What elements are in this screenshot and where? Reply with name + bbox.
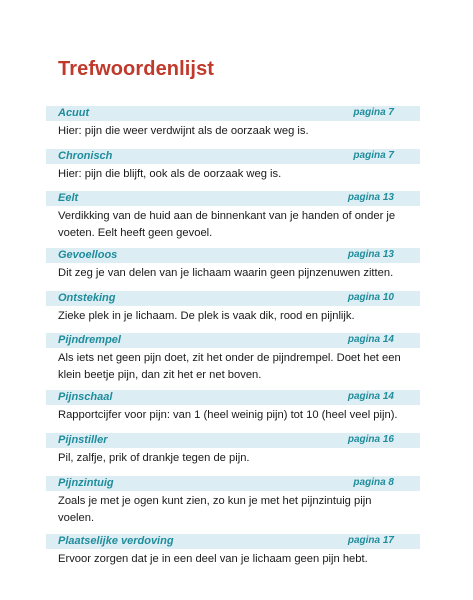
entry-definition: Hier: pijn die blijft, ook als de oorzaak weg is. (58, 168, 282, 180)
entry-header-bar (46, 333, 420, 348)
entry-term: Ontsteking (58, 292, 116, 304)
entry-term: Pijnstiller (58, 434, 108, 446)
glossary-entry (46, 149, 420, 183)
entry-header-bar (46, 149, 420, 164)
glossary-entry (46, 390, 420, 424)
glossary-entry (46, 534, 420, 568)
entry-definition: Zieke plek in je lichaam. De plek is vaak dik, rood en pijnlijk. (58, 310, 355, 322)
glossary-entry (46, 106, 420, 140)
entry-term: Pijndrempel (58, 334, 121, 346)
entry-header-bar (46, 433, 420, 448)
entry-definition: Pil, zalfje, prik of drankje tegen de pijn. (58, 452, 250, 464)
page-title: Trefwoordenlijst (58, 58, 215, 80)
glossary-entry (46, 248, 420, 282)
entry-term: Plaatselijke verdoving (58, 535, 174, 547)
entry-term: Chronisch (58, 150, 113, 162)
entry-header-bar (46, 248, 420, 263)
entry-page-ref: pagina 17 (347, 535, 394, 546)
entry-header-bar (46, 476, 420, 491)
entry-page-ref: pagina 13 (347, 192, 394, 203)
entry-header-bar (46, 106, 420, 121)
entry-definition: Als iets net geen pijn doet, zit het onder de pijndrempel. Doet het een klein beetje pijn, dan zit het er net boven. (58, 352, 401, 381)
entry-definition: Rapportcijfer voor pijn: van 1 (heel weinig pijn) tot 10 (heel veel pijn). (58, 409, 398, 421)
entry-definition: Ervoor zorgen dat je in een deel van je lichaam geen pijn hebt. (58, 553, 368, 565)
glossary-entry (46, 476, 420, 527)
entry-term: Pijnschaal (58, 391, 113, 403)
glossary-entry (46, 291, 420, 325)
entry-page-ref: pagina 7 (353, 150, 394, 161)
entry-page-ref: pagina 10 (347, 292, 394, 303)
glossary-entry (46, 433, 420, 467)
entry-header-bar (46, 390, 420, 405)
entry-header-bar (46, 534, 420, 549)
entry-page-ref: pagina 7 (353, 107, 394, 118)
entry-page-ref: pagina 8 (353, 477, 394, 488)
entry-definition: Dit zeg je van delen van je lichaam waarin geen pijnzenuwen zitten. (58, 267, 394, 279)
entry-term: Acuut (58, 107, 90, 119)
entry-header-bar (46, 291, 420, 306)
entry-term: Eelt (58, 192, 79, 204)
entry-page-ref: pagina 14 (347, 391, 394, 402)
entry-page-ref: pagina 16 (347, 434, 394, 445)
entry-definition: Zoals je met je ogen kunt zien, zo kun je met het pijnzintuig pijn voelen. (58, 495, 372, 524)
entry-definition: Hier: pijn die weer verdwijnt als de oorzaak weg is. (58, 125, 309, 137)
entry-header-bar (46, 191, 420, 206)
glossary-entry (46, 191, 420, 242)
entry-page-ref: pagina 14 (347, 334, 394, 345)
entry-definition: Verdikking van de huid aan de binnenkant van je handen of onder je voeten. Eelt heeft geen gevoel. (58, 210, 396, 239)
glossary-entry (46, 333, 420, 384)
entry-term: Pijnzintuig (58, 477, 114, 489)
entry-page-ref: pagina 13 (347, 249, 394, 260)
entry-term: Gevoelloos (58, 249, 118, 261)
